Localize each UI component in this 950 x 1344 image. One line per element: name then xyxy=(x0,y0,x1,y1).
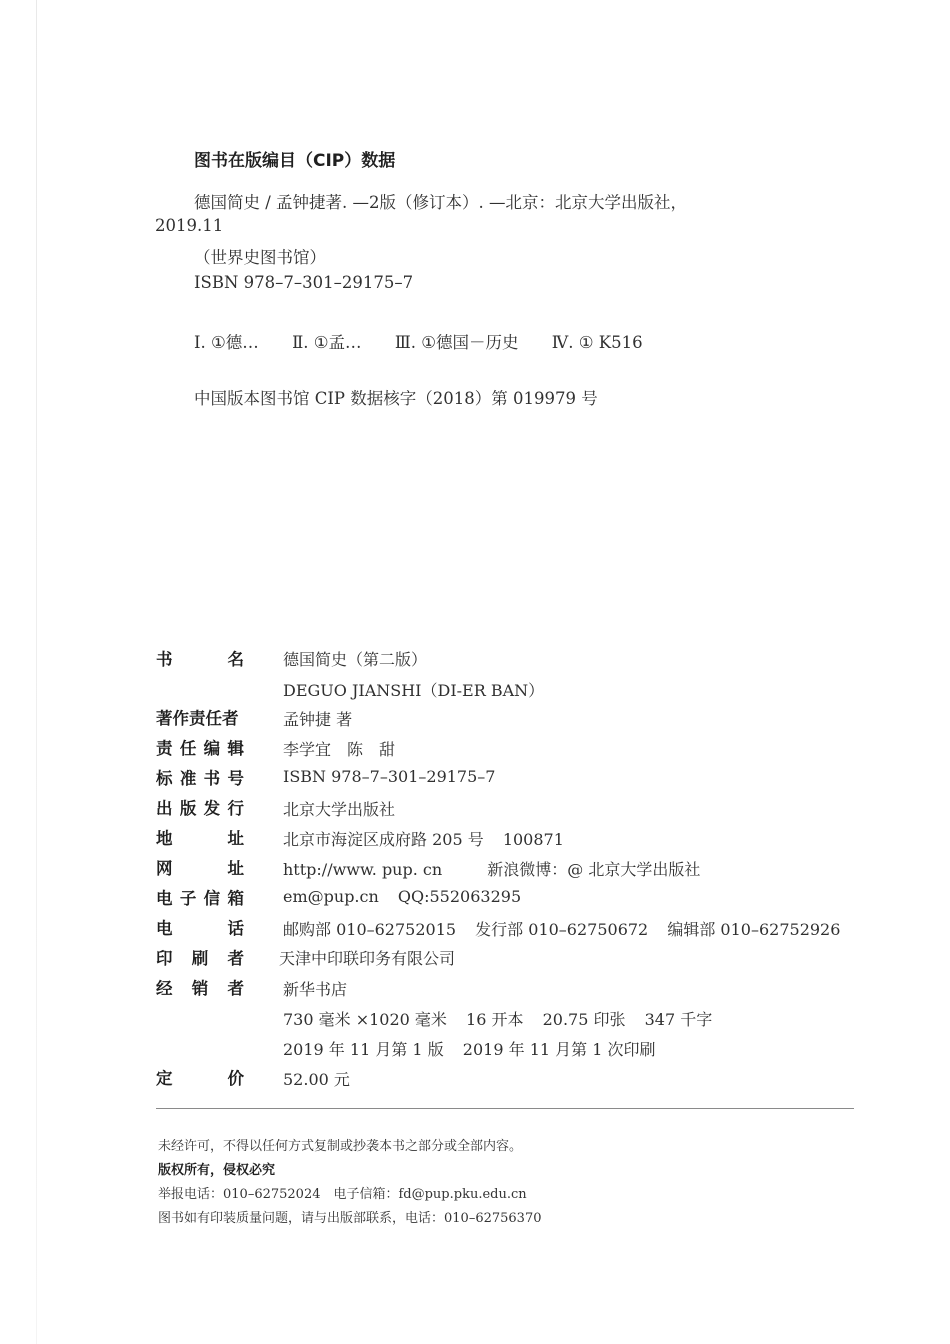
label-title: 书 名 xyxy=(156,650,244,669)
phone-row xyxy=(283,917,840,940)
label-phone: 电 话 xyxy=(156,919,244,938)
label-printer: 印 刷 者 xyxy=(156,949,244,968)
postcode-value: 100871 xyxy=(502,830,564,849)
phone-mail-order: 邮购部 010–62752015 xyxy=(283,920,457,939)
quality-contact: 图书如有印装质量问题，请与出版部联系，电话：010–62756370 xyxy=(158,1211,542,1226)
cip-heading: 图书在版编目（CIP）数据 xyxy=(194,151,396,171)
cip-line-2: 2019.11 xyxy=(155,216,224,235)
spec-sheets: 20.75 印张 xyxy=(542,1010,626,1029)
address-row xyxy=(283,827,564,850)
rights-reserved: 版权所有，侵权必究 xyxy=(158,1163,276,1178)
weibo-value: 新浪微博：@ 北京大学出版社 xyxy=(487,860,701,879)
label-website: 网 址 xyxy=(156,859,244,878)
spec-words: 347 千字 xyxy=(644,1010,713,1029)
printing-value: 2019 年 11 月第 1 次印刷 xyxy=(462,1040,656,1059)
class-item: Ⅲ. ①德国－历史 xyxy=(394,333,519,352)
class-item: Ⅱ. ①孟… xyxy=(292,333,362,352)
qq-value: QQ:552063295 xyxy=(397,887,522,906)
label-price: 定 价 xyxy=(156,1069,244,1088)
price-value: 52.00 元 xyxy=(283,1070,350,1089)
cip-isbn: ISBN 978–7–301–29175–7 xyxy=(194,273,414,292)
label-author: 著作责任者 xyxy=(156,709,239,728)
report-contact: 举报电话：010–62752024 电子信箱：fd@pup.pku.edu.cn xyxy=(158,1187,527,1202)
spec-format: 16 开本 xyxy=(466,1010,524,1029)
divider xyxy=(156,1108,854,1109)
label-address: 地 址 xyxy=(156,829,244,848)
publisher-value: 北京大学出版社 xyxy=(283,800,396,819)
label-email: 电 子 信 箱 xyxy=(156,889,244,908)
label-publisher: 出 版 发 行 xyxy=(156,799,244,818)
author-value: 孟钟捷 著 xyxy=(283,710,353,729)
edition-value: 2019 年 11 月第 1 版 xyxy=(283,1040,444,1059)
cip-record-number: 中国版本图书馆 CIP 数据核字（2018）第 019979 号 xyxy=(194,389,598,408)
scan-edge-line xyxy=(36,0,37,1344)
cip-line-3: （世界史图书馆） xyxy=(194,248,326,267)
seller-value: 新华书店 xyxy=(283,980,348,999)
cip-classification xyxy=(194,329,643,353)
book-title-en: DEGUO JIANSHI（DI-ER BAN） xyxy=(283,681,545,700)
phone-editorial: 编辑部 010–62752926 xyxy=(667,920,841,939)
book-title-zh: 德国简史（第二版） xyxy=(283,650,428,669)
editor-value: 李学宜 陈 甜 xyxy=(283,740,396,759)
class-item: Ⅰ. ①德… xyxy=(194,333,259,352)
copyright-notice: 未经许可，不得以任何方式复制或抄袭本书之部分或全部内容。 xyxy=(158,1139,523,1154)
address-value: 北京市海淀区成府路 205 号 xyxy=(283,830,484,849)
spec-size: 730 毫米 ×1020 毫米 xyxy=(283,1010,447,1029)
email-row xyxy=(283,887,521,906)
website-row xyxy=(283,857,700,880)
label-seller: 经 销 者 xyxy=(156,979,244,998)
isbn-value: ISBN 978–7–301–29175–7 xyxy=(283,767,496,786)
website-value: http://www. pup. cn xyxy=(283,860,443,879)
email-value: em@pup.cn xyxy=(283,887,379,906)
phone-distribution: 发行部 010–62750672 xyxy=(475,920,649,939)
edition-row xyxy=(283,1037,656,1060)
label-editor: 责 任 编 辑 xyxy=(156,739,244,758)
printer-value: 天津中印联印务有限公司 xyxy=(279,949,456,968)
spec-row xyxy=(283,1007,712,1030)
label-isbn: 标 准 书 号 xyxy=(156,769,244,788)
cip-line-1: 德国简史 / 孟钟捷著. —2版（修订本）. —北京：北京大学出版社， xyxy=(194,193,688,212)
class-item: Ⅳ. ① K516 xyxy=(551,333,643,352)
